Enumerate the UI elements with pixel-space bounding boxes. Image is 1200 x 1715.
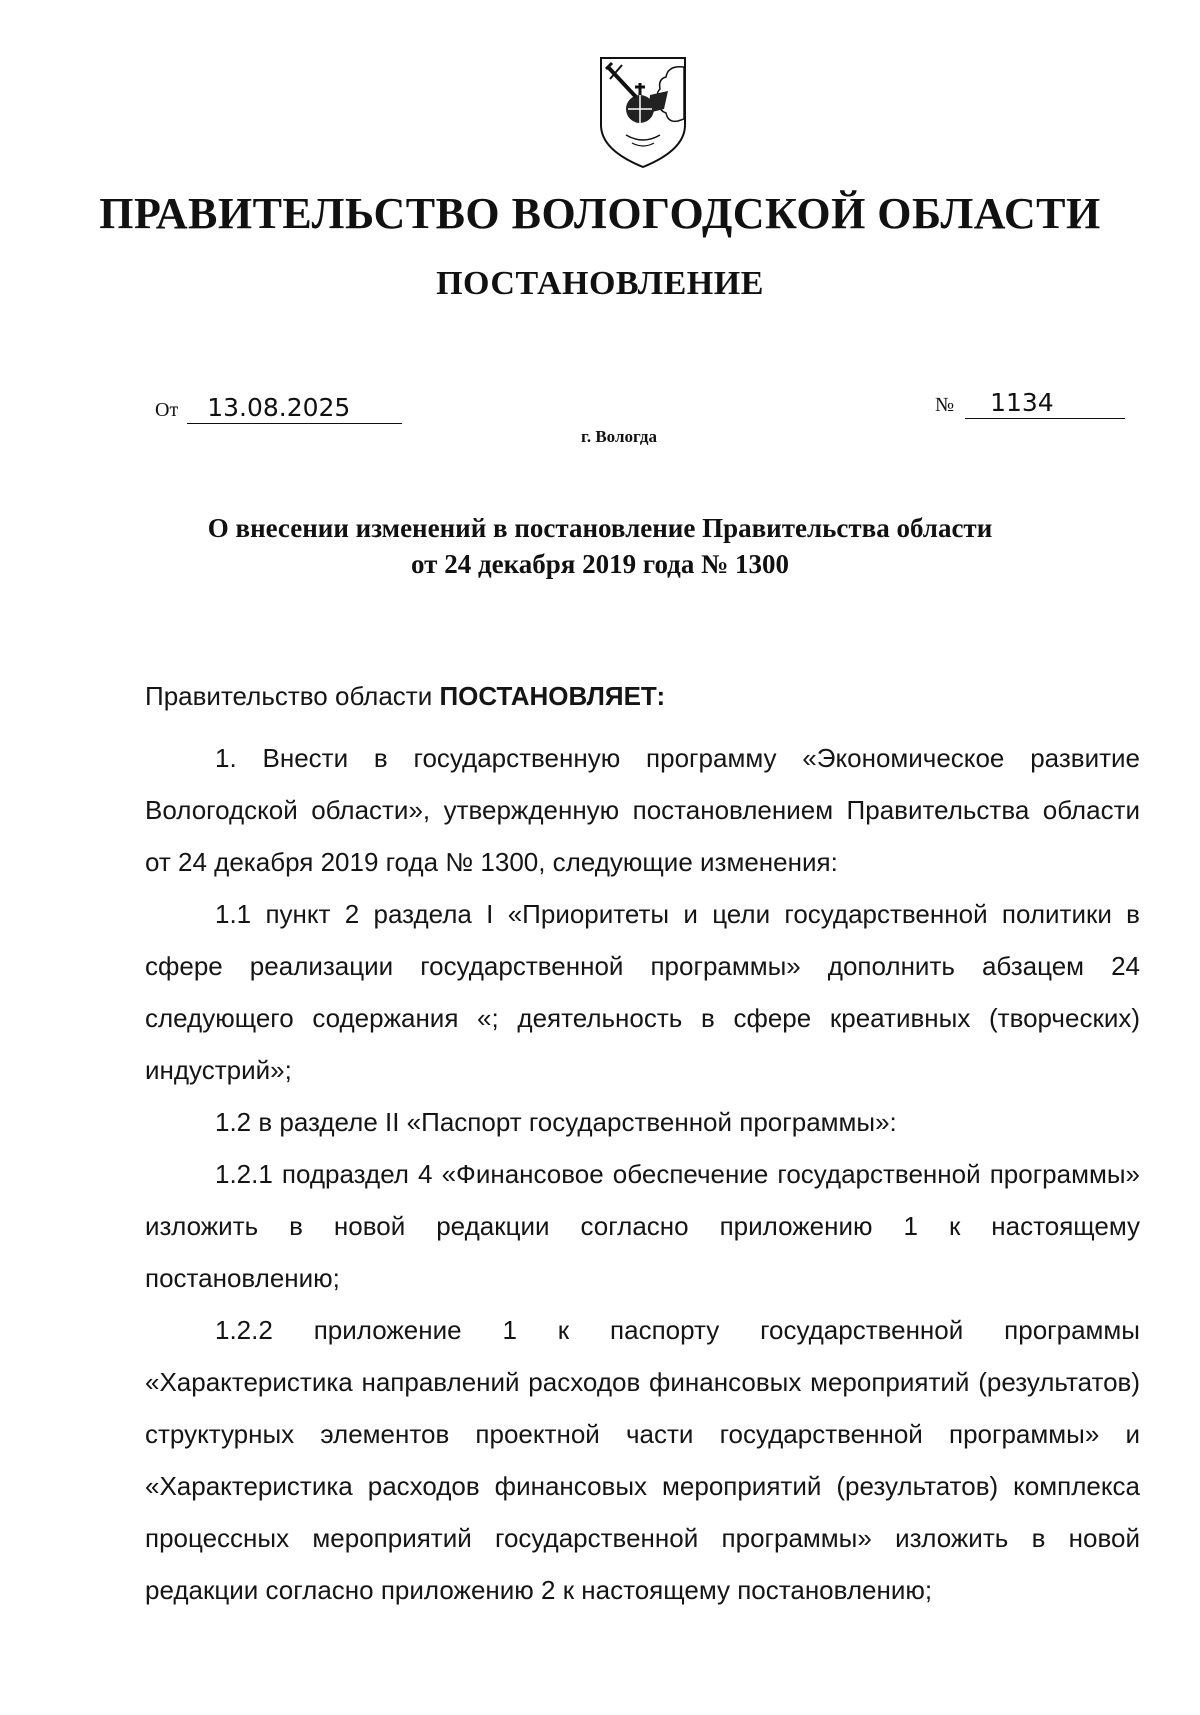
vologda-coat-of-arms-icon [598, 55, 688, 170]
document-date [155, 393, 402, 424]
paragraph-1-1: 1.1 пункт 2 раздела I «Приоритеты и цели государственной политики в сфере реализации государственной программы» дополнить абзацем 24 следующего содержания «; деятельность в сфере креативных (творческих) индустрий»; [145, 899, 1140, 1085]
paragraph-1-2: 1.2 в разделе II «Паспорт государственной программы»: [215, 1107, 897, 1137]
subject-line-1: О внесении изменений в постановление Правительства области [207, 513, 993, 543]
date-prefix: От [155, 399, 179, 421]
intro-text: Правительство области [145, 681, 440, 711]
document-type: ПОСТАНОВЛЕНИЕ [436, 265, 764, 302]
intro-strong-text: ПОСТАНОВЛЯЕТ: [439, 681, 666, 711]
paragraph-1-2-1: 1.2.1 подраздел 4 «Финансовое обеспечение государственной программы» изложить в новой редакции согласно приложению 1 к настоящему постановлению; [145, 1159, 1140, 1293]
date-value: 13.08.2025 [187, 393, 402, 424]
subject-line-2: от 24 декабря 2019 года № 1300 [411, 549, 789, 579]
number-value: 1134 [965, 388, 1125, 419]
city: г. Вологда [581, 427, 657, 446]
intro-paragraph [145, 670, 1140, 722]
paragraph-1-2-2: 1.2.2 приложение 1 к паспорту государственной программы «Характеристика направлений расходов финансовых мероприятий (результатов) структурных элементов проектной части государственной программы» и «Характеристика расходов финансовых мероприятий (результатов) комплекса процессных мероприятий государственной программы» изложить в новой редакции согласно приложению 2 к настоящему постановлению; [145, 1315, 1140, 1605]
document-subject [0, 510, 1200, 582]
document-body [145, 670, 1140, 1616]
number-prefix: № [935, 394, 955, 416]
paragraph-1: 1. Внести в государственную программу «Экономическое развитие Вологодской области», утвержденную постановлением Правительства области от 24 декабря 2019 года № 1300, следующие изменения: [145, 743, 1140, 877]
document-number [935, 388, 1125, 419]
government-title: ПРАВИТЕЛЬСТВО ВОЛОГОДСКОЙ ОБЛАСТИ [99, 189, 1101, 238]
